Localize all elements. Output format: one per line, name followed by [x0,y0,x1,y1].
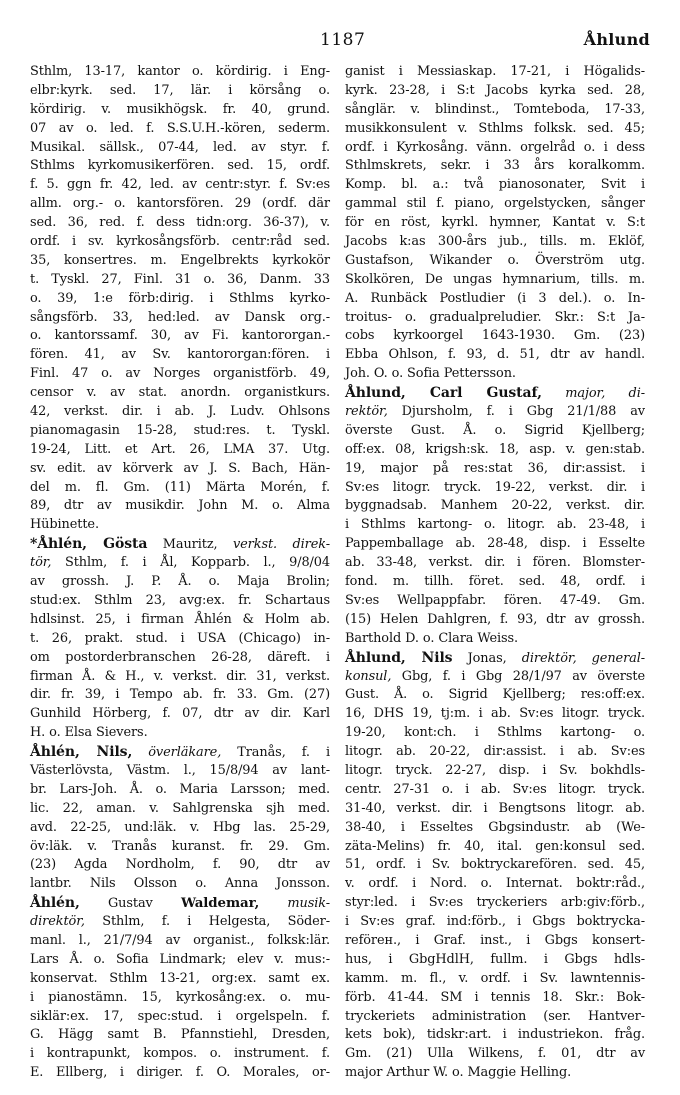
line-text: br. Lars-Joh. Å. o. Maria Larsson; med. [30,781,330,797]
entry-title: direktör, [30,914,85,930]
text-line [345,479,645,498]
text-line [30,932,330,951]
line-text: t. 26, prakt. stud. i USA (Chicago) in- [30,630,330,646]
line-text: Lars Å. o. Sofia Lindmark; elev v. mus:- [30,951,330,967]
text-line [30,157,330,176]
line-text: centr. 27-31 o. i ab. Sv:es litogr. tryck. [345,781,645,797]
text-line [345,233,645,252]
line-text: kets bok), tidskr:art. i industriekon. fråg. [345,1027,645,1043]
text-line [30,989,330,1008]
line-text: gammal stil f. piano, orgelstycken, sånger [345,196,645,212]
text-line [345,724,645,743]
text-line [30,252,330,271]
line-text: hus, i GbgHdlH, fullm. i Gbgs hdls- [345,951,645,967]
line-text: lic. 22, aman. v. Sahlgrenska sjh med. [30,800,330,816]
line-text: Pappemballage ab. 28-48, disp. i Esselte [345,536,645,552]
line-text: 42, verkst. dir. i ab. J. Ludv. Ohlsons [30,404,330,420]
text-line [30,800,330,819]
line-text: Gm. (21) Ulla Wilkens, f. 01, dtr av [345,1046,645,1062]
line-text: musikkonsulent v. Sthlms folksk. sed. 45; [345,120,645,136]
text-line [30,1008,330,1027]
line-text: (15) Helen Dahlgren, f. 93, dtr av grossh. [345,611,645,627]
text-line [30,346,330,365]
entry-title: tör, [30,555,52,571]
entry-title: konsul, [345,668,392,684]
text-line [30,176,330,195]
line-text: major Arthur W. o. Maggie Helling. [345,1065,572,1081]
entry-name: *Åhlén, Gösta [30,536,148,553]
entry-title: överläkare, [132,745,222,761]
line-text: kördirig. v. musikhögsk. fr. 40, grund. [30,101,330,117]
text-line [30,875,330,894]
text-line [30,82,330,101]
line-text: Barthold D. o. Clara Weiss. [345,630,519,646]
text-line [30,479,330,498]
line-text: v. ordf. i Nord. o. Internat. boktr:råd., [345,876,645,892]
text-line [345,800,645,819]
text-line [345,592,645,611]
line-text: off:ex. 08, krigsh:sk. 18, asp. v. gen:stab. [345,441,645,457]
text-line [30,384,330,403]
left-column [30,63,330,1083]
line-text: lantbr. Nils Olsson o. Anna Jonsson. [30,876,330,892]
line-text: E. Ellberg, i diriger. f. O. Morales, or- [30,1065,330,1081]
text-line [345,686,645,705]
text-line [345,101,645,120]
line-text: 51, ordf. i Sv. boktryckarefören. sed. 45, [345,857,645,873]
text-line [30,497,330,516]
line-text: litogr. ab. 20-22, dir:assist. i ab. Sv:es [345,744,645,760]
text-line [345,422,645,441]
text-line [30,535,330,554]
text-line [30,1026,330,1045]
line-text: 16, DHS 19, tj:m. i ab. Sv:es litogr. tryck. [345,706,645,722]
text-line [345,781,645,800]
line-text: f. 5. ggn fr. 42, led. av centr:styr. f. Sv:es [30,177,330,193]
text-line [345,932,645,951]
text-line [30,139,330,158]
line-text: kamm. m. fl., v. ordf. i Sv. lawntennis- [345,970,645,986]
running-head: Åhlund [583,30,650,49]
text-line [345,63,645,82]
text-line [345,516,645,535]
line-text: ganist i Messiaskap. 17-21, i Högalids- [345,64,645,79]
line-text: (23) Agda Nordholm, f. 90, dtr av [30,857,330,873]
line-text: ab. 33-48, verkst. dir. i fören. Blomster- [345,555,645,571]
text-line [30,554,330,573]
line-text: Gust. Å. o. Sigrid Kjellberg; res:off:ex. [345,687,645,703]
line-text: litogr. tryck. 22-27, disp. i Sv. bokhdls- [345,762,645,778]
line-text: 31-40, verkst. dir. i Bengtsons litogr. ab. [345,800,645,816]
line-text: Musikal. sällsk., 07-44, led. av styr. f. [30,139,330,155]
text-line [345,856,645,875]
entry-title: verkst. direk- [232,537,330,553]
line-text: styr:led. i Sv:es tryckeriers arb:giv:förb., [345,895,645,911]
line-text: dir. fr. 39, i Tempo ab. fr. 33. Gm. (27) [30,687,330,703]
text-line [30,668,330,687]
line-text: Joh. O. o. Sofia Pettersson. [345,366,516,382]
line-text: manl. l., 21/7/94 av organist., folksk:lär. [30,932,330,948]
text-line [345,913,645,932]
line-text: Sv:es Wellpappfabr. fören. 47-49. Gm. [345,592,645,608]
text-line [345,819,645,838]
text-line [30,441,330,460]
text-line [345,630,645,649]
line-text: i pianostämn. 15, kyrkosång:ex. o. mu- [30,989,330,1005]
text-line [345,705,645,724]
text-line [30,762,330,781]
line-text: Gustafson, Wikander o. Överström utg. [345,252,645,268]
text-line [30,233,330,252]
text-line [30,63,330,82]
given-name: Waldemar, [180,895,260,912]
line-text: elbr:kyrk. sed. 17, lär. i körsång o. [30,82,330,98]
line-text: reförен., i Graf. inst., i Gbgs konsert- [345,932,645,948]
text-line [30,913,330,932]
line-text: kyrk. 23-28, i S:t Jacobs kyrka sed. 28, [345,82,645,98]
text-line [345,384,645,403]
line-text: zäta-Melins) fr. 40, ital. gen:konsul sed. [345,838,645,854]
text-line [345,327,645,346]
text-line [30,516,330,535]
text-line [30,101,330,120]
text-line [345,346,645,365]
text-line [345,139,645,158]
line-text: förb. 41-44. SM i tennis 18. Skr.: Bok- [345,989,645,1005]
right-column [345,63,645,1083]
line-text: Djursholm, f. i Gbg 21/1/88 av [387,404,645,420]
line-text: o. kantorssamf. 30, av Fi. kantororgan.- [30,328,330,344]
line-text: hdlsinst. 25, i firman Åhlén & Holm ab. [30,611,330,627]
line-text: troitus- o. gradualpreludier. Skr.: S:t Ja- [345,309,645,325]
text-line [30,951,330,970]
line-text: Sv:es litogr. tryck. 19-22, verkst. dir. i [345,479,645,495]
line-text: pianomagasin 15-28, stud:res. t. Tyskl. [30,422,330,438]
text-line [345,290,645,309]
line-text: Skolkören, De ungas hymnarium, tills. m. [345,271,645,287]
line-text: Ebba Ohlson, f. 93, d. 51, dtr av handl. [345,347,645,363]
line-text: 19-20, kont:ch. i Sthlms kartong- o. [345,725,645,741]
line-text: 89, dtr av musikdir. John M. o. Alma [30,498,330,514]
entry-title: direktör, general- [521,650,645,666]
text-line [345,838,645,857]
page-number: 1187 [320,30,366,50]
text-line [30,838,330,857]
text-line [30,290,330,309]
text-line [345,611,645,630]
text-line [30,686,330,705]
line-text: Sthlms kyrkomusikerfören. sed. 15, ordf. [30,158,330,174]
line-text: sed. 36, red. f. dess tidn:org. 36-37), v. [30,215,330,231]
line-text: 38-40, i Esseltes Gbgsindustr. ab (We- [345,819,645,835]
text-line [30,1045,330,1064]
line-text: Sthlm, 13-17, kantor o. kördirig. i Eng- [30,64,330,79]
line-text: sv. edit. av körverk av J. S. Bach, Hän- [30,460,330,476]
line-text: stud:ex. Sthlm 23, avg:ex. fr. Schartaus [30,592,330,608]
entry-name: Åhlund, Carl Gustaf, [345,385,542,402]
text-line [345,120,645,139]
text-line [345,403,645,422]
line-text: om postorderbranschen 26-28, däreft. i [30,649,330,665]
text-line [30,271,330,290]
text-line [345,365,645,384]
line-text: i Sv:es graf. ind:förb., i Gbgs boktrycka- [345,914,645,930]
text-line [30,724,330,743]
line-text: överste Gust. Å. o. Sigrid Kjellberg; [345,422,645,438]
line-text: för en röst, kyrkl. hymner, Kantat v. S:t [345,215,645,231]
line-text: cobs kyrkoorgel 1643-1930. Gm. (23) [345,328,645,344]
line-text: av grossh. J. P. Å. o. Maja Brolin; [30,574,330,590]
line-text: konservat. Sthlm 13-21, org:ex. samt ex. [30,970,330,986]
line-text: Hübinette. [30,517,99,533]
entry-name: Åhlund, Nils [345,649,453,666]
text-line [345,875,645,894]
text-line [345,970,645,989]
line-text: Komp. bl. a.: två pianosonater, Svit i [345,177,645,193]
line-text: siklär:ex. 17, spec:stud. i orgelspeln. f. [30,1008,330,1024]
text-line [345,441,645,460]
text-line [30,856,330,875]
text-line [30,120,330,139]
text-line [345,668,645,687]
text-line [345,535,645,554]
line-text: Sthlm, f. i Ål, Kopparb. l., 9/8/04 [51,555,330,571]
line-text: 07 av o. led. f. S.S.U.H.-kören, sederm. [30,120,330,136]
text-line [345,762,645,781]
text-line [345,573,645,592]
text-line [30,649,330,668]
line-text: Finl. 47 o. av Norges organistförb. 49, [30,366,330,382]
text-line [30,781,330,800]
text-line [30,705,330,724]
text-line [345,214,645,233]
entry-name: Åhlén, [30,895,80,912]
line-text: ordf. i Kyrkosång. vänn. orgelråd o. i dess [345,139,645,155]
line-text: allm. org.- o. kantorsfören. 29 (ordf. där [30,196,330,212]
text-line [345,894,645,913]
line-text: fören. 41, av Sv. kantororgan:fören. i [30,347,330,363]
text-line [30,819,330,838]
text-line [345,1045,645,1064]
text-line [345,176,645,195]
line-text: G. Hägg samt B. Pfannstiehl, Dresden, [30,1027,330,1043]
text-line [345,460,645,479]
line-text: Jonas, [452,650,522,666]
line-text: Sthlmskrets, sekr. i 33 års koralkomm. [345,158,645,174]
line-text: Gustav [79,896,181,912]
line-text: Gbg, f. i Gbg 28/1/97 av överste [391,668,645,684]
page-header [30,30,650,54]
entry-title: rektör, [345,404,388,420]
line-text: 19, major på res:stat 36, dir:assist. i [345,460,645,476]
line-text: 19-24, Litt. et Art. 26, LMA 37. Utg. [30,441,330,457]
text-line [30,214,330,233]
text-line [30,573,330,592]
line-text: sångsförb. 33, hed:led. av Dansk org.- [30,309,330,325]
line-text: öv:läk. v. Tranås kuranst. fr. 29. Gm. [30,838,330,854]
text-line [345,989,645,1008]
text-line [30,195,330,214]
line-text: firman Å. & H., v. verkst. dir. 31, verkst. [30,668,330,684]
text-line [345,1008,645,1027]
text-line [30,894,330,913]
line-text: Sthlm, f. i Helgesta, Söder- [84,914,330,930]
entry-name: Åhlén, Nils, [30,744,133,761]
line-text: Tranås, f. i [221,745,330,761]
text-line [345,743,645,762]
text-line [30,309,330,328]
text-line [30,743,330,762]
text-line [345,271,645,290]
line-text: ordf. i sv. kyrkosångsförb. centr:råd sed. [30,234,330,250]
text-line [345,951,645,970]
text-line [30,630,330,649]
line-text: del m. fl. Gm. (11) Märta Morén, f. [30,479,330,495]
entry-title: major, di- [541,386,645,402]
line-text: fond. m. tillh. föret. sed. 48, ordf. i [345,574,645,590]
text-line [30,1064,330,1083]
text-line [30,611,330,630]
line-text: Västerlövsta, Västm. l., 15/8/94 av lant- [30,762,330,778]
line-text: A. Runbäck Postludier (i 3 del.). o. In- [345,290,645,306]
text-line [345,195,645,214]
line-text: Mauritz, [147,537,233,553]
text-line [345,309,645,328]
line-text: o. 39, 1:e förb:dirig. i Sthlms kyrko- [30,290,330,306]
line-text: tryckeriets administration (ser. Hantver- [345,1008,645,1024]
text-line [30,422,330,441]
text-line [345,649,645,668]
line-text: i kontrapunkt, kompos. o. instrument. f. [30,1046,330,1062]
text-line [345,1026,645,1045]
line-text: sånglär. v. blindinst., Tomteboda, 17-33, [345,101,645,117]
text-line [345,1064,645,1083]
text-line [30,460,330,479]
line-text: Gunhild Hörberg, f. 07, dtr av dir. Karl [30,706,330,722]
text-line [345,497,645,516]
text-line [30,403,330,422]
text-line [30,592,330,611]
text-line [30,327,330,346]
text-line [345,554,645,573]
line-text: avd. 22-25, und:läk. v. Hbg las. 25-29, [30,819,330,835]
text-line [30,970,330,989]
line-text: i Sthlms kartong- o. litogr. ab. 23-48, i [345,517,645,533]
line-text: t. Tyskl. 27, Finl. 31 o. 36, Danm. 33 [30,271,330,287]
line-text: censor v. av stat. anordn. organistkurs. [30,385,330,401]
text-line [345,82,645,101]
line-text: byggnadsab. Manhem 20-22, verkst. dir. [345,498,645,514]
line-text: Jacobs k:as 300-års jub., tills. m. Eklöf, [345,234,645,250]
text-line [30,365,330,384]
line-text: H. o. Elsa Sievers. [30,725,148,741]
entry-title: musik- [259,896,330,912]
text-line [345,252,645,271]
line-text: 35, konsertres. m. Engelbrekts kyrkokör [30,252,330,268]
text-line [345,157,645,176]
